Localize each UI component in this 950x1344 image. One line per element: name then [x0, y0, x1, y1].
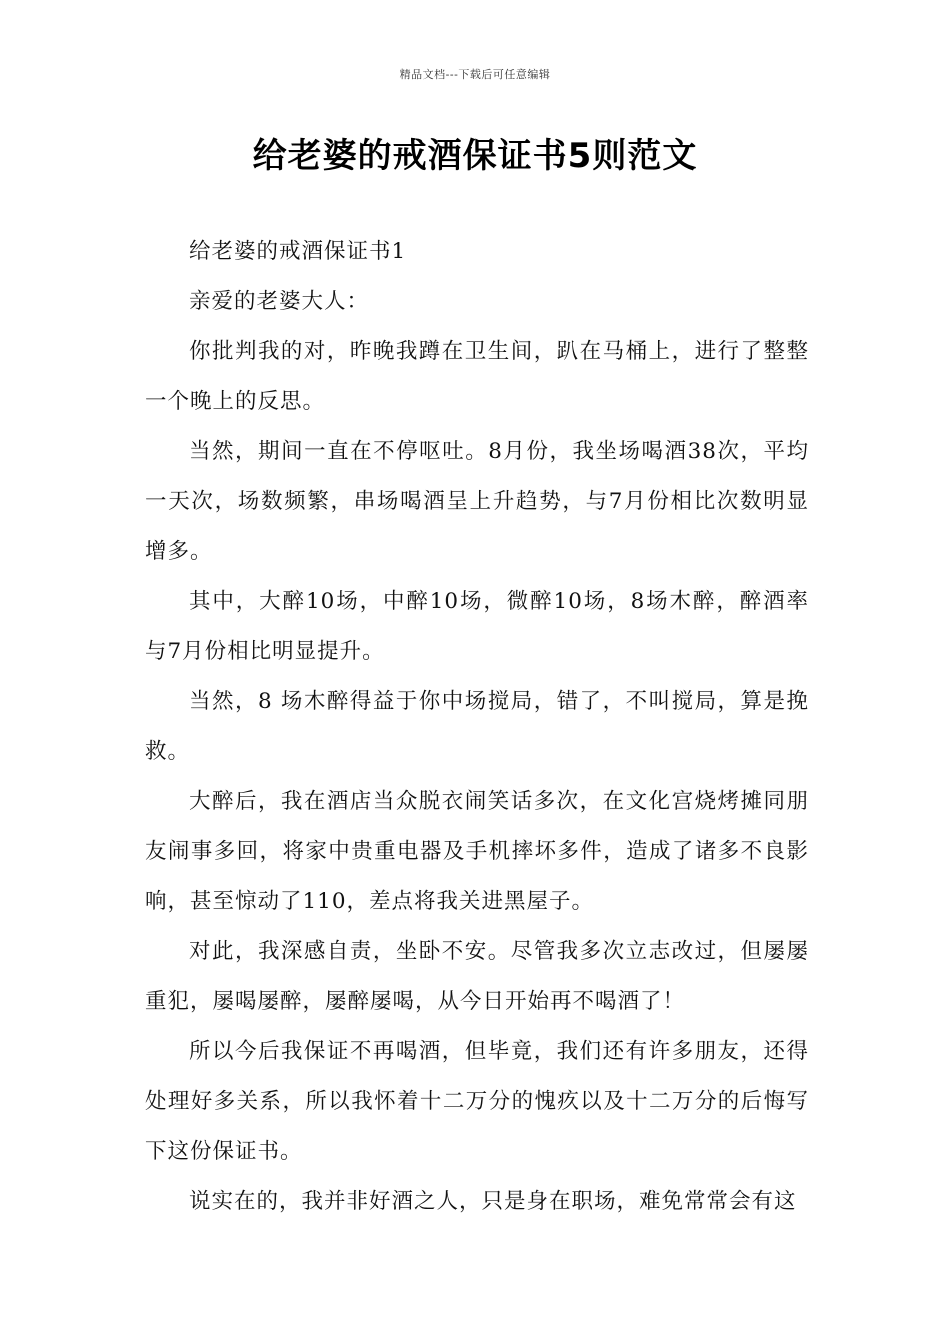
- body-paragraph: 其中，大醉10场，中醉10场，微醉10场，8场木醉，醉酒率与7月份相比明显提升。: [145, 589, 809, 664]
- body-paragraph: 你批判我的对，昨晚我蹲在卫生间，趴在马桶上，进行了整整一个晚上的反思。: [145, 339, 809, 414]
- document-title: 给老婆的戒酒保证书5则范文: [252, 136, 698, 176]
- body-paragraph: 当然，8 场木醉得益于你中场搅局，错了，不叫搅局，算是挽救。: [145, 689, 809, 764]
- salutation: 亲爱的老婆大人：: [189, 289, 370, 314]
- body-paragraph: 说实在的，我并非好酒之人，只是身在职场，难免常常会有这: [189, 1189, 797, 1214]
- body-paragraph: 大醉后，我在酒店当众脱衣闹笑话多次，在文化宫烧烤摊同朋友闹事多回，将家中贵重电器及手机摔坏多件，造成了诸多不良影响，甚至惊动了110，差点将我关进黑屋子。: [145, 789, 809, 914]
- section-heading: 给老婆的戒酒保证书1: [189, 239, 407, 264]
- document-body: [145, 227, 809, 1227]
- header-note: 精品文档---下载后可任意编辑: [399, 68, 551, 81]
- body-paragraph: 对此，我深感自责，坐卧不安。尽管我多次立志改过，但屡屡重犯，屡喝屡醉，屡醉屡喝，从今日开始再不喝酒了！: [145, 939, 809, 1014]
- body-paragraph: 当然，期间一直在不停呕吐。8月份，我坐场喝酒38次，平均一天次，场数频繁，串场喝酒呈上升趋势，与7月份相比次数明显增多。: [145, 439, 809, 564]
- body-paragraph: 所以今后我保证不再喝酒，但毕竟，我们还有许多朋友，还得处理好多关系，所以我怀着十二万分的愧疚以及十二万分的后悔写下这份保证书。: [145, 1039, 809, 1164]
